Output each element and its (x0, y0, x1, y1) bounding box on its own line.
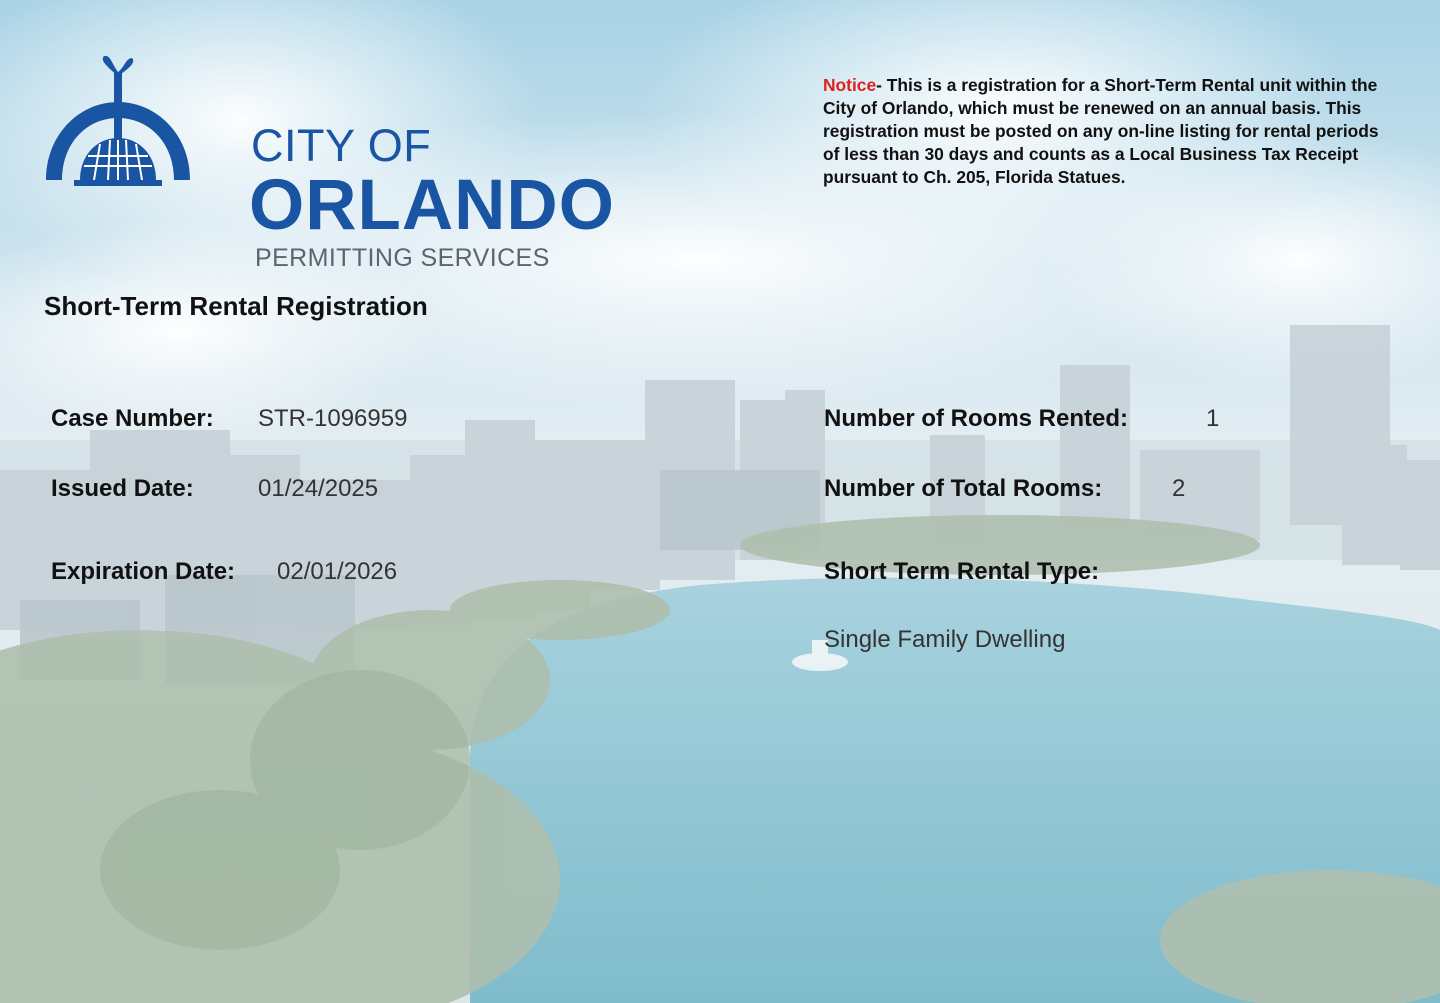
city-of-orlando-logo (44, 56, 624, 272)
case-number-label: Case Number: (51, 405, 214, 432)
total-rooms-label: Number of Total Rooms: (824, 475, 1103, 502)
rental-type-value: Single Family Dwelling (824, 626, 1066, 653)
total-rooms-value: 2 (1172, 475, 1186, 502)
issued-date-label: Issued Date: (51, 475, 194, 502)
rooms-rented-value: 1 (1206, 405, 1220, 432)
logo-text-orlando: ORLANDO (249, 166, 615, 245)
lake-eola-fountain-icon (44, 56, 194, 186)
case-number-value: STR-1096959 (258, 405, 408, 432)
expiration-date-label: Expiration Date: (51, 558, 236, 585)
rental-type-label: Short Term Rental Type: (824, 558, 1100, 585)
rooms-rented-label: Number of Rooms Rented: (824, 405, 1129, 432)
notice-text: - This is a registration for a Short-Term Rental unit within the City of Orlando, which must be renewed on an annual basis. This registration must be posted on any on-line listing for rental periods of less than 30 days and counts as a Local Business Tax Receipt pursuant to Ch. 205, Florida Statues. (823, 75, 1379, 187)
notice-label: Notice (823, 75, 877, 95)
issued-date-value: 01/24/2025 (258, 475, 379, 502)
logo-text-city-of: CITY OF (251, 120, 432, 171)
logo-text-permitting-services: PERMITTING SERVICES (255, 244, 550, 272)
expiration-date-value: 02/01/2026 (277, 558, 398, 585)
notice-paragraph (823, 74, 1388, 189)
document-title: Short-Term Rental Registration (44, 291, 428, 321)
